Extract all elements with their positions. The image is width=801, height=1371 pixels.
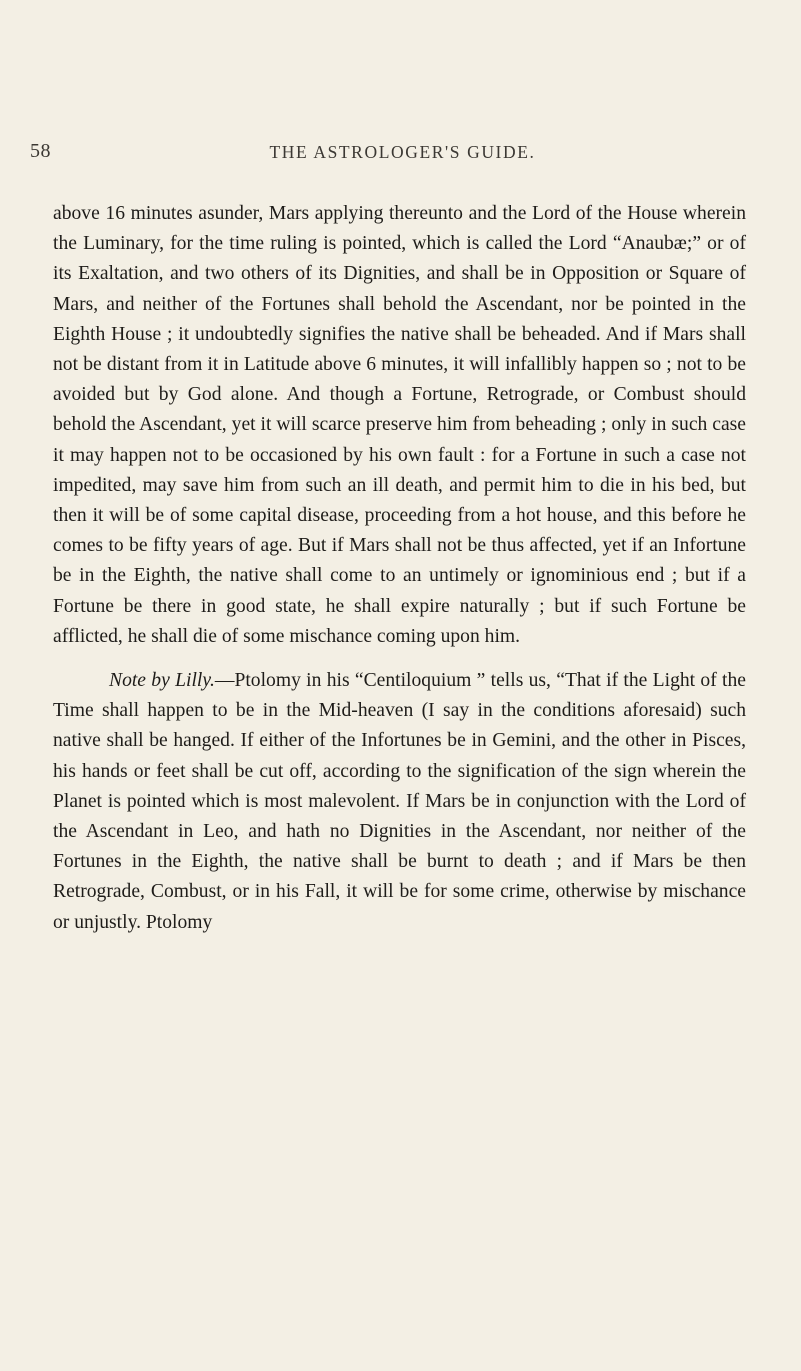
note-text: —Ptolomy in his “Centiloquium ” tells us, “That if the Light of the Time shall happen to be in the Mid-heaven (I say in the conditions aforesaid) such native shall be hanged. If either of the Infortunes be in Gemini, and the other in Pisces, his hands or feet shall be cut off, according to the signification of the sign wherein the Planet is pointed which is most malevolent. If Mars be in conjunction with the Lord of the Ascendant in Leo, and hath no Dignities in the Ascendant, nor neither of the Fortunes in the Eighth, the native shall be burnt to death ; and if Mars be then Retrograde, Combust, or in his Fall, it will be for some crime, otherwise by mischance or unjustly. Ptolomy xyxy=(53,670,746,933)
page-number: 58 xyxy=(30,140,51,162)
note-paragraph xyxy=(53,666,746,938)
paragraph: above 16 minutes asunder, Mars applying thereunto and the Lord of the House wherein the Luminary, for the time ruling is pointed, which is called the Lord “Anaubæ;” or of its Exaltation, and two others of its Dignities, and shall be in Opposition or Square of Mars, and neither of the Fortunes shall behold the Ascendant, nor be pointed in the Eighth House ; it undoubtedly signifies the native shall be beheaded. And if Mars shall not be distant from it in Latitude above 6 minutes, it will infallibly happen so ; not to be avoided but by God alone. And though a Fortune, Retrograde, or Combust should behold the Ascendant, yet it will scarce preserve him from beheading ; only in such case it may happen not to be occasioned by his own fault : for a Fortune in such a case not impedited, may save him from such an ill death, and permit him to die in his bed, but then it will be of some capital disease, proceeding from a hot house, and this before he comes to be fifty years of age. But if Mars shall not be thus affected, yet if an Infortune be in the Eighth, the native shall come to an untimely or ignominious end ; but if a Fortune be there in good state, he shall expire naturally ; but if such Fortune be afflicted, he shall die of some mischance coming upon him. xyxy=(53,203,746,647)
running-head xyxy=(30,140,775,166)
note-label: Note by Lilly. xyxy=(109,670,215,692)
body-text xyxy=(53,199,746,938)
running-title: THE ASTROLOGER'S GUIDE. xyxy=(269,142,536,162)
